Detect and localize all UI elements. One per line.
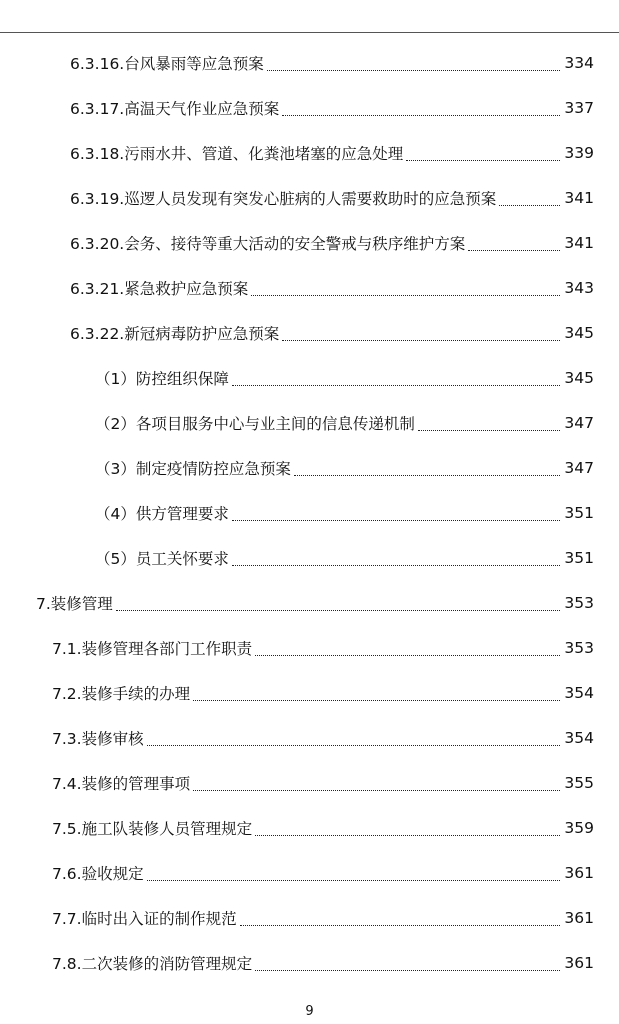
toc-entry-title: （1）防控组织保障	[95, 369, 229, 388]
toc-entry-title: 6.3.20.会务、接待等重大活动的安全警戒与秩序维护方案	[70, 234, 466, 253]
toc-dot-leader	[282, 340, 560, 341]
toc-entry-page: 359	[564, 818, 594, 837]
toc-dot-leader	[232, 385, 561, 386]
toc-entry[interactable]	[0, 175, 619, 220]
toc-entry[interactable]	[0, 355, 619, 400]
page-number: 9	[305, 1004, 314, 1019]
toc-entry-page: 345	[564, 323, 594, 342]
toc-entry[interactable]	[0, 445, 619, 490]
toc-entry[interactable]	[0, 40, 619, 85]
toc-entry-page: 341	[564, 188, 594, 207]
toc-entry-page: 361	[564, 908, 594, 927]
toc-entry[interactable]	[0, 850, 619, 895]
toc-entry-title: 6.3.22.新冠病毒防护应急预案	[70, 324, 280, 343]
toc-entry-title: 6.3.16.台风暴雨等应急预案	[70, 54, 264, 73]
header-rule	[0, 32, 619, 33]
toc-dot-leader	[406, 160, 560, 161]
toc-entry-title: 7.1.装修管理各部门工作职责	[52, 639, 253, 658]
toc-dot-leader	[255, 655, 560, 656]
toc-dot-leader	[147, 745, 561, 746]
toc-entry-title: 7.7.临时出入证的制作规范	[52, 909, 237, 928]
toc-entry-title: （3）制定疫情防控应急预案	[95, 459, 291, 478]
toc-entry[interactable]	[0, 940, 619, 985]
toc-entry-page: 345	[564, 368, 594, 387]
toc-entry[interactable]	[0, 490, 619, 535]
toc-dot-leader	[232, 520, 561, 521]
toc-entry-title: 7.5.施工队装修人员管理规定	[52, 819, 253, 838]
toc-dot-leader	[251, 295, 560, 296]
toc-entry-page: 334	[564, 53, 594, 72]
toc-entry-page: 354	[564, 683, 594, 702]
toc-dot-leader	[499, 205, 560, 206]
toc-dot-leader	[294, 475, 561, 476]
toc-entry-title: （2）各项目服务中心与业主间的信息传递机制	[95, 414, 415, 433]
toc-dot-leader	[147, 880, 561, 881]
toc-dot-leader	[267, 70, 561, 71]
table-of-contents	[0, 40, 619, 985]
toc-entry-page: 361	[564, 863, 594, 882]
toc-entry[interactable]	[0, 895, 619, 940]
toc-dot-leader	[255, 835, 560, 836]
toc-entry-title: 6.3.19.巡逻人员发现有突发心脏病的人需要救助时的应急预案	[70, 189, 497, 208]
toc-dot-leader	[282, 115, 560, 116]
toc-entry-title: 7.6.验收规定	[52, 864, 144, 883]
toc-entry[interactable]	[0, 670, 619, 715]
toc-entry[interactable]	[0, 310, 619, 355]
toc-entry-title: 7.2.装修手续的办理	[52, 684, 191, 703]
toc-entry[interactable]	[0, 85, 619, 130]
toc-entry[interactable]	[0, 625, 619, 670]
toc-entry-title: 6.3.17.高温天气作业应急预案	[70, 99, 280, 118]
toc-dot-leader	[418, 430, 561, 431]
toc-entry-page: 361	[564, 953, 594, 972]
toc-dot-leader	[193, 700, 560, 701]
toc-entry[interactable]	[0, 760, 619, 805]
toc-entry-title: 7.8.二次装修的消防管理规定	[52, 954, 253, 973]
toc-entry-page: 351	[564, 503, 594, 522]
toc-entry-page: 339	[564, 143, 594, 162]
toc-entry-page: 343	[564, 278, 594, 297]
toc-entry-page: 341	[564, 233, 594, 252]
toc-dot-leader	[468, 250, 560, 251]
toc-entry-page: 353	[564, 638, 594, 657]
toc-entry-page: 337	[564, 98, 594, 117]
toc-entry-title: 7.3.装修审核	[52, 729, 144, 748]
toc-entry-page: 351	[564, 548, 594, 567]
toc-entry[interactable]	[0, 130, 619, 175]
toc-entry-page: 347	[564, 458, 594, 477]
toc-dot-leader	[255, 970, 560, 971]
toc-entry[interactable]	[0, 265, 619, 310]
toc-entry-title: 7.装修管理	[36, 594, 113, 613]
toc-dot-leader	[240, 925, 561, 926]
toc-dot-leader	[116, 610, 561, 611]
toc-entry[interactable]	[0, 400, 619, 445]
toc-entry[interactable]	[0, 535, 619, 580]
toc-entry-title: 7.4.装修的管理事项	[52, 774, 191, 793]
toc-entry-page: 353	[564, 593, 594, 612]
toc-entry-title: 6.3.18.污雨水井、管道、化粪池堵塞的应急处理	[70, 144, 404, 163]
toc-entry[interactable]	[0, 805, 619, 850]
toc-entry-title: （5）员工关怀要求	[95, 549, 229, 568]
toc-entry-page: 347	[564, 413, 594, 432]
toc-entry-page: 354	[564, 728, 594, 747]
toc-entry[interactable]	[0, 220, 619, 265]
toc-dot-leader	[193, 790, 560, 791]
toc-entry-page: 355	[564, 773, 594, 792]
toc-entry[interactable]	[0, 580, 619, 625]
toc-entry[interactable]	[0, 715, 619, 760]
toc-entry-title: 6.3.21.紧急救护应急预案	[70, 279, 249, 298]
toc-entry-title: （4）供方管理要求	[95, 504, 229, 523]
toc-dot-leader	[232, 565, 561, 566]
